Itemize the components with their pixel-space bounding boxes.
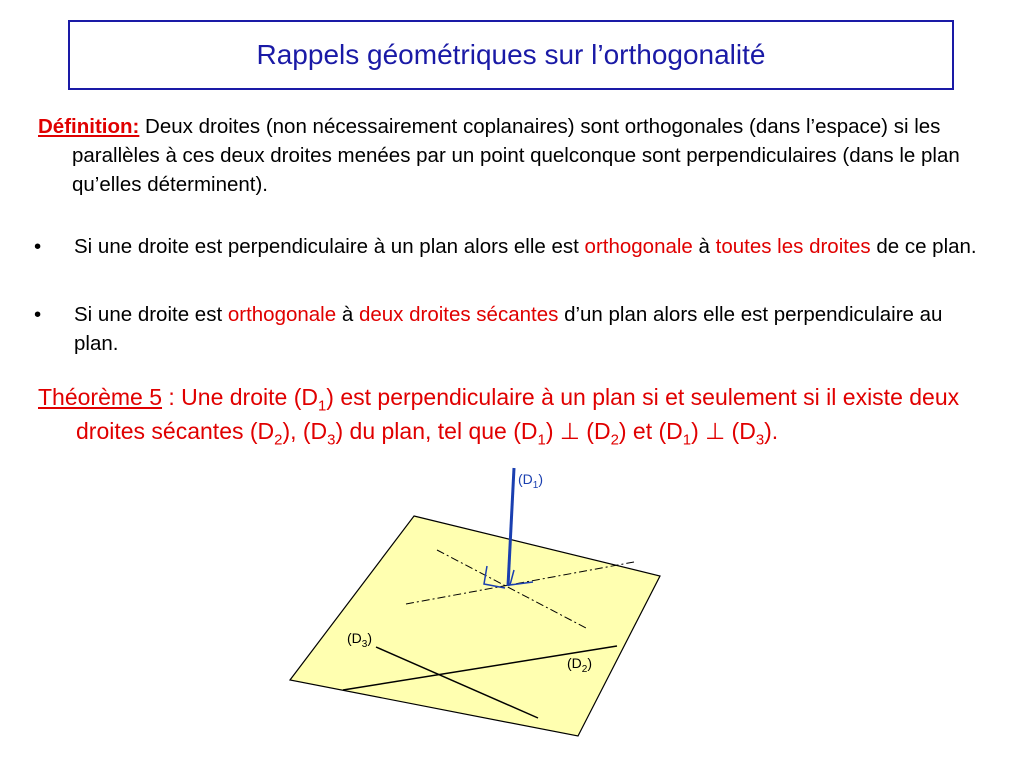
highlight-orthogonale: orthogonale [227,303,337,326]
highlight-toutes-les-droites: toutes les droites [715,235,871,258]
bullet-text-part: de ce plan. [870,235,977,258]
theorem-label: Théorème 5 [38,384,163,410]
highlight-orthogonale: orthogonale [584,235,693,258]
bullet-text-part: d’un plan alors elle est perpendiculaire au plan. [74,303,943,355]
slide-title: Rappels géométriques sur l’orthogonalité [256,39,766,70]
subscript: 3 [755,431,765,449]
definition-text: Deux droites (non nécessairement coplanaires) sont orthogonales (dans l’espace) si les parallèles à ces deux droites menées par un point quelconque sont perpendiculaires (dans le plan qu’elles déterminent). [72,115,960,196]
bullet-marker: • [34,303,42,326]
subscript: 1 [682,431,692,449]
subscript: 2 [610,431,619,449]
theorem-text: ) et (D [618,418,683,444]
label-d1: $(D_1)$ [518,471,544,491]
bullet-text-part: à [692,235,716,258]
subscript: 1 [317,397,327,415]
bullet-text-part: à [336,303,359,326]
subscript: 3 [327,431,336,449]
theorem-text: : Une droite (D [162,384,318,410]
subscript: 2 [274,431,283,449]
bullet-text-part: Si une droite est perpendiculaire à un plan alors elle est [74,235,585,258]
label-d3: $(D_3)$ [347,630,373,650]
subscript: 1 [537,431,546,449]
plane [290,516,660,736]
theorem-text: ) ⊥ (D [545,418,611,444]
label-d2: $(D_2)$ [567,655,593,675]
theorem-text: ), (D [282,418,328,444]
theorem-text: ) ⊥ (D [691,418,756,444]
bullet-text-part: Si une droite est [74,303,228,326]
highlight-deux-droites-secantes: deux droites sécantes [358,303,559,326]
bullet-marker: • [34,235,42,258]
definition-label: Définition: [38,115,140,138]
theorem-text: ) est perpendiculaire à un plan si et seulement si il existe deux droites sécantes (D [76,384,960,444]
theorem-text: ) du plan, tel que (D [335,418,538,444]
theorem-text: ). [764,418,779,444]
